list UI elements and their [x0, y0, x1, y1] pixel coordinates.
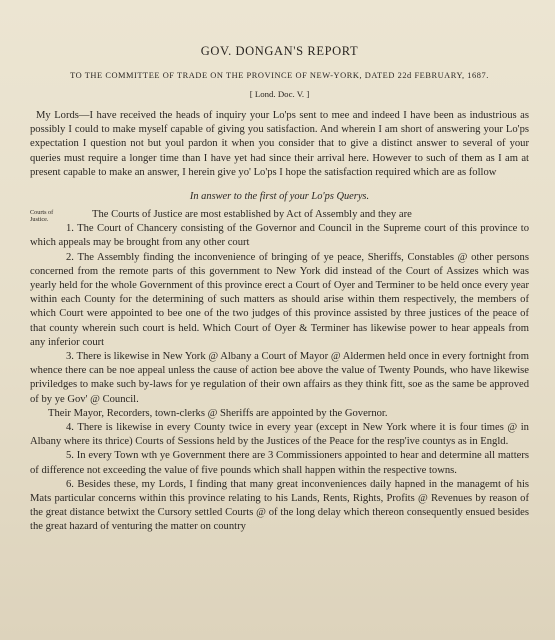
list-item: [30, 222, 529, 250]
report-title: GOV. DONGAN'S REPORT: [200, 44, 359, 58]
list-item: [30, 407, 529, 421]
item-text: There is likewise in every County twice in every year (except in New York where it is four times @ in Albany where its thrice) Courts of Sessions held by the Justices of the Peace for the resp'ive countys as in Engld.: [30, 422, 529, 448]
item-text: There is likewise in New York @ Albany a Court of Mayor @ Aldermen held once in every fortnight from whence there can be noe appeal unless the cause of action bee above the value of Twenty Pounds, who have likewise priviledges to make such by-laws for ye regulation of their own affairs as they think fitt, soe as the same be approved of by ye Gov' @ Council.: [30, 351, 529, 405]
item-number: 5.: [66, 450, 74, 462]
list-item: [30, 449, 529, 477]
list-item: [30, 350, 529, 407]
item-number: 2.: [66, 251, 74, 263]
courts-intro: The Courts of Justice are most established by Act of Assembly and they are: [92, 209, 412, 221]
margin-note: Courts of Justice.: [30, 209, 54, 224]
item-number: 6.: [66, 478, 74, 490]
list-item: [30, 478, 529, 535]
item-text: Besides these, my Lords, I finding that many great inconveniences daily hapned in the managemt of his Mats particular concerns within this province relating to his Lands, Rents, Rights, Profits @ Revenues by reason of the great distance betwixt the Cursory settled Courts @ of the long delay which thereon consequently ensued besides the great hazard of venturing the matter on country: [30, 478, 530, 533]
intro-paragraph: My Lords—I have received the heads of inquiry your Lo'ps sent to mee and indeed I have been as industrious as possibly I could to make myself capable of giving you satisfaction. And wherein I am short of answering your Lo'ps expectation I question not but youl pardon it when you consider that to give a distinct answer to several of your queries must require a longer time than I have yet had since their arrival here. However to such of them as I am at present capable to make an answer, I herein give yo' Lo'ps I hope the satisfaction required which are as follow: [30, 110, 529, 178]
item-number: 1.: [66, 223, 74, 235]
item-text: Their Mayor, Recorders, town-clerks @ Sheriffs are appointed by the Governor.: [48, 407, 388, 419]
section-heading: In answer to the first of your Lo'ps Querys.: [189, 191, 370, 203]
item-text: The Assembly finding the inconvenience of bringing of ye peace, Sheriffs, Constables @ other persons concerned from the remote parts of this government to New York did instead of the Court of Assizes which was yearly held for the whole Government of this province erect a Court of Oyer and Terminer to be held once every year within each County for the determining of such matters as should arise within them respectively, the members of which Court were appointed to bee one of the two judges of this province assisted by three justices of the peace of that county wherein such court is held. Which Court of Oyer & Terminer has likewise power to hear appeals from any inferior court: [30, 251, 529, 348]
item-number: 3.: [66, 351, 74, 363]
report-subtitle: TO THE COMMITTEE OF TRADE ON THE PROVINCE OF NEW-YORK, DATED 22d FEBRUARY, 1687.: [70, 71, 489, 80]
item-text: The Court of Chancery consisting of the Governor and Council in the Supreme court of this province to which appeals may be brought from any other court: [30, 223, 529, 249]
item-text: In every Town wth ye Government there are 3 Commissioners appointed to hear and determine all matters of difference not exceeding the value of five pounds which shall happen within the respective towns.: [30, 450, 529, 476]
source-reference: [ Lond. Doc. V. ]: [249, 89, 310, 99]
list-item: [30, 421, 529, 449]
list-item: [30, 251, 529, 350]
item-number: 4.: [66, 422, 74, 434]
courts-section: [30, 208, 529, 535]
